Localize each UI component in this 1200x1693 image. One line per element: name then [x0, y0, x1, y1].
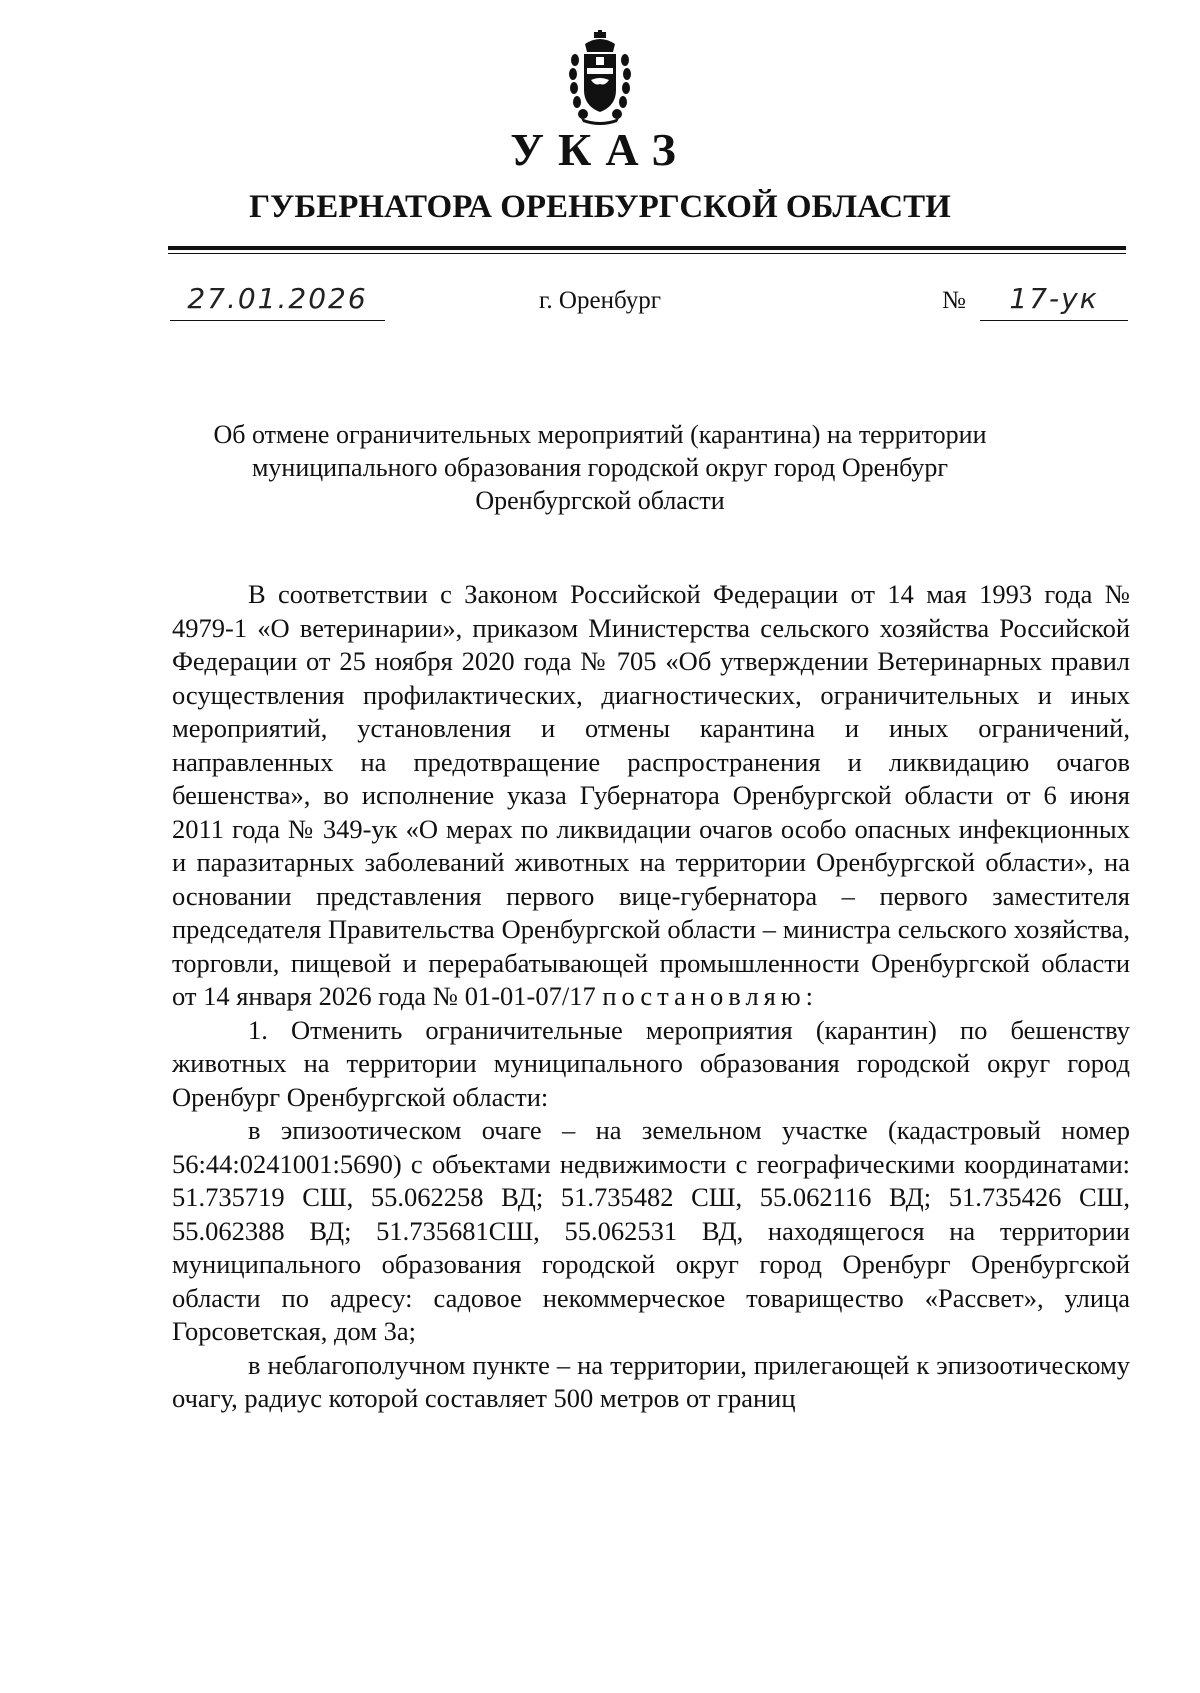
- coat-of-arms-icon: [567, 30, 633, 126]
- decree-number: 17-ук: [980, 280, 1128, 321]
- header-divider-thin: [168, 253, 1126, 254]
- header-divider: [168, 246, 1126, 250]
- decree-subject: Об отмене ограничительных мероприятий (карантина) на территории муниципального образования городской округ город Оренбург Оренбургской области: [213, 420, 987, 515]
- decree-body: [172, 578, 1130, 1416]
- unfavorable-point-paragraph: в неблагополучном пункте – на территории, прилегающей к эпизоотическому очагу, радиус которой составляет 500 метров от границ: [172, 1349, 1130, 1413]
- decree-title: УКАЗ: [510, 124, 690, 175]
- decree-word: постановляю:: [602, 981, 819, 1011]
- preamble-text: В соответствии с Законом Российской Федерации от 14 мая 1993 года № 4979-1 «О ветеринарии», приказом Министерства сельского хозяйства Российской Федерации от 25 ноября 2020 года № 705 «Об утверждении Ветеринарных правил осуществления профилактических, диагностических, ограничительных и иных мероприятий, установления и отмены карантина и иных ограничений, направленных на предотвращение распространения и ликвидацию очагов бешенства», во исполнение указа Губернатора Оренбургской области от 6 июня 2011 года № 349-ук «О мерах по ликвидации очагов особо опасных инфекционных и паразитарных заболеваний животных на территории Оренбургской области», на основании представления первого вице-губернатора – первого заместителя председателя Правительства Оренбургской области – министра сельского хозяйства, торговли, пищевой и перерабатывающей промышленности Оренбургской области от 14 января 2026 года № 01-01-07/17: [172, 579, 1130, 1011]
- preamble-paragraph: [172, 578, 1130, 1014]
- decree-city: г. Оренбург: [539, 287, 661, 314]
- decree-date: 27.01.2026: [170, 280, 385, 321]
- decree-subtitle: ГУБЕРНАТОРА ОРЕНБУРГСКОЙ ОБЛАСТИ: [249, 189, 951, 225]
- epizootic-focus-paragraph: в эпизоотическом очаге – на земельном участке (кадастровый номер 56:44:0241001:5690) с объектами недвижимости с географическими координатами: 51.735719 СШ, 55.062258 ВД; 51.735482 СШ, 55.062116 ВД; 51.735426 СШ, 55.062388 ВД; 51.735681СШ, 55.062531 ВД, находящегося на территории муниципального образования городской округ город Оренбург Оренбургской области по адресу: садовое некоммерческое товарищество «Рассвет», улица Горсоветская, дом 3а;: [172, 1115, 1130, 1346]
- decree-number-label: №: [942, 287, 966, 314]
- item-1-paragraph: 1. Отменить ограничительные мероприятия (карантин) по бешенству животных на территории муниципального образования городской округ город Оренбург Оренбургской области:: [172, 1014, 1130, 1112]
